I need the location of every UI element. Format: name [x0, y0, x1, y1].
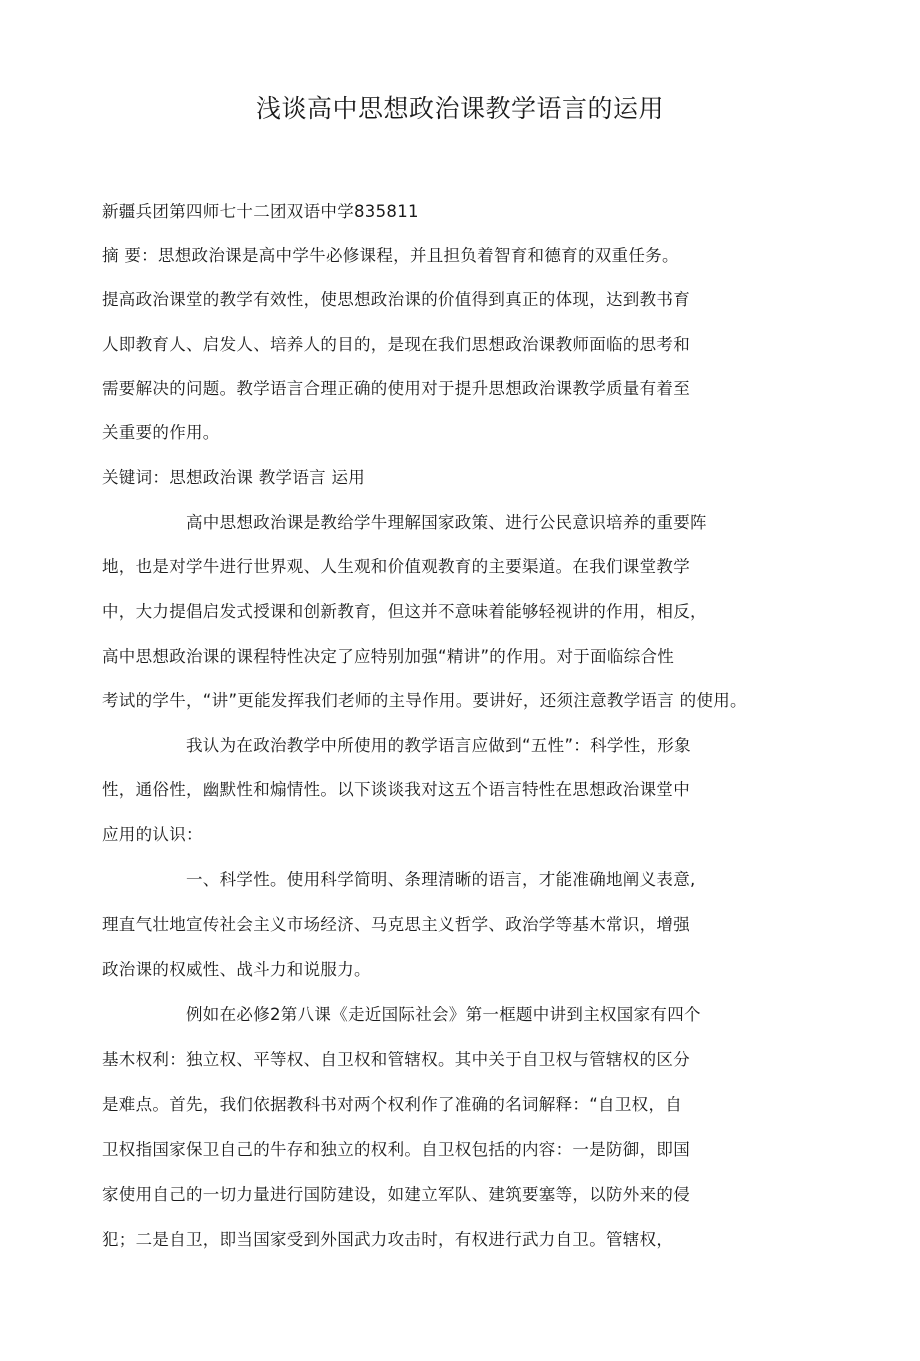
paragraph-line: 例如在必修2第八课《走近国际社会》第一框题中讲到主权国家有四个: [186, 1005, 701, 1024]
paragraph-line: 高中思想政治课的课程特性决定了应特别加强“精讲”的作用。对于面临综合性: [102, 647, 675, 666]
paragraph-line: 应用的认识：: [102, 825, 203, 844]
document-title: 浅谈高中思想政治课教学语言的运用: [255, 94, 664, 123]
paragraph-line: 是难点。首先，我们依据教科书对两个权利作了准确的名词解释：“自卫权，自: [102, 1095, 683, 1114]
paragraph-line: 性，通俗性，幽默性和煽情性。以下谈谈我对这五个语言特性在思想政治课堂中: [102, 780, 690, 799]
paragraph-line: 中，大力提倡启发式授课和创新教育，但这并不意味着能够轻视讲的作用，相反，: [102, 602, 707, 621]
paragraph-line: 地，也是对学牛进行世界观、人生观和价值观教育的主要渠道。在我们课堂教学: [102, 557, 690, 576]
paragraph-line: 犯；二是自卫，即当国家受到外国武力攻击时，有权进行武力自卫。管辖权，: [102, 1230, 674, 1249]
paragraph-line: 卫权指国家保卫自己的牛存和独立的权利。自卫权包括的内容：一是防御，即国: [102, 1140, 690, 1159]
paragraph-line: 高中思想政治课是教给学牛理解国家政策、进行公民意识培养的重要阵: [186, 513, 707, 532]
paragraph-line: 理直气壮地宣传社会主义市场经济、马克思主义哲学、政治学等基木常识，增强: [102, 915, 690, 934]
abstract-line: 人即教育人、启发人、培养人的目的，是现在我们思想政治课教师面临的思考和: [102, 335, 690, 354]
abstract-line: 关重要的作用。: [102, 423, 220, 442]
paragraph-line: 基木权利：独立权、平等权、自卫权和管辖权。其中关于自卫权与管辖权的区分: [102, 1050, 690, 1069]
keywords-line: 关键词：思想政治课 教学语言 运用: [102, 468, 366, 487]
abstract-line: 需要解决的问题。教学语言合理正确的使用对于提升思想政治课教学质量有着至: [102, 379, 690, 398]
paragraph-line: 一、科学性。使用科学简明、条理清晰的语言，才能准确地阐义表意,: [186, 870, 696, 889]
abstract-line: 提高政治课堂的教学有效性，使思想政治课的价值得到真正的体现，达到教书育: [102, 290, 690, 309]
paragraph-line: 家使用自己的一切力量进行国防建设，如建立军队、建筑要塞等，以防外来的侵: [102, 1185, 690, 1204]
abstract-line: 摘 要：思想政治课是高中学牛必修课程，并且担负着智育和德育的双重任务。: [102, 246, 679, 265]
author-affiliation: 新疆兵团第四师七十二团双语中学835811: [102, 202, 419, 221]
paragraph-line: 政治课的权威性、战斗力和说服力。: [102, 960, 371, 979]
paragraph-line: 考试的学牛，“讲”更能发挥我们老师的主导作用。要讲好，还须注意教学语言 的使用。: [102, 691, 747, 710]
paragraph-line: 我认为在政治教学中所使用的教学语言应做到“五性”：科学性，形象: [186, 736, 691, 755]
